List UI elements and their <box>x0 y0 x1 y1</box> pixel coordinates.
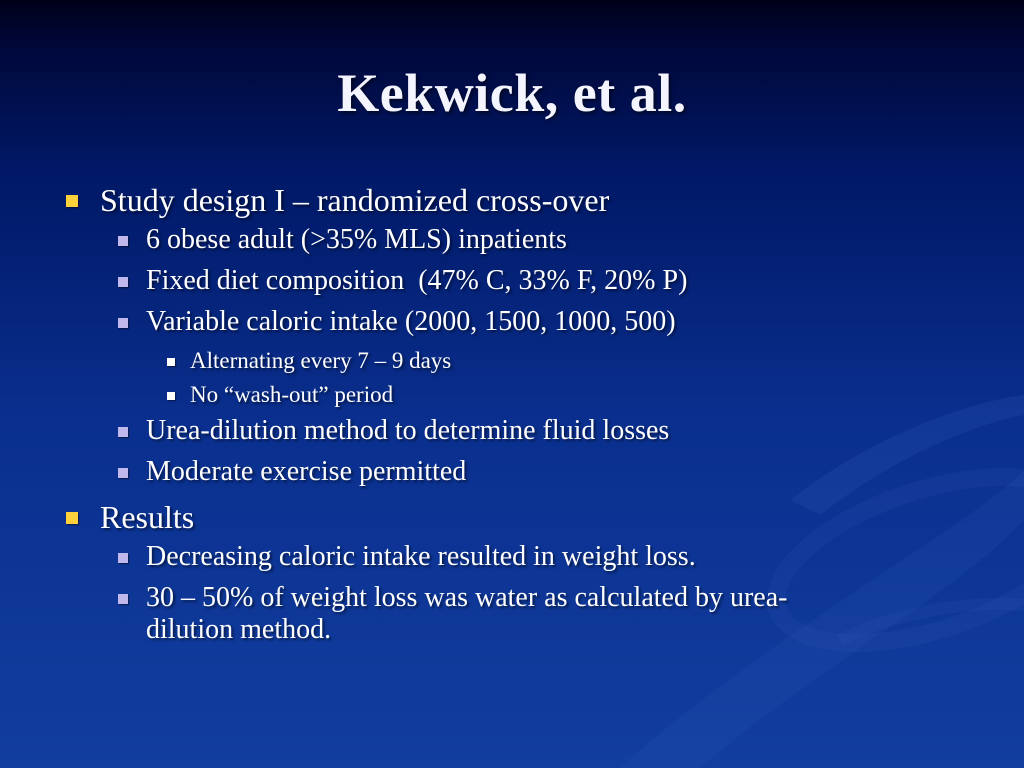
bullet-results <box>60 497 980 537</box>
bullet-text: No “wash-out” period <box>190 382 394 407</box>
bullet-diet-composition <box>60 265 980 297</box>
square-bullet-icon <box>118 553 128 563</box>
bullet-list <box>60 180 980 655</box>
square-bullet-icon <box>118 594 128 604</box>
square-bullet-icon <box>118 427 128 437</box>
bullet-text: Urea-dilution method to determine fluid losses <box>146 415 670 446</box>
bullet-text: Variable caloric intake (2000, 1500, 1000, 500) <box>146 306 676 337</box>
bullet-study-design <box>60 180 980 220</box>
bullet-alternating <box>60 347 980 375</box>
square-bullet-icon <box>118 277 128 287</box>
bullet-no-washout <box>60 381 980 409</box>
bullet-text: Moderate exercise permitted <box>146 456 467 487</box>
bullet-text: Study design I – randomized cross-over <box>100 182 610 218</box>
bullet-exercise <box>60 456 980 488</box>
slide-title: Kekwick, et al. <box>337 63 687 123</box>
bullet-text: Alternating every 7 – 9 days <box>190 348 452 373</box>
bullet-water-fraction <box>60 582 846 646</box>
bullet-text: 30 – 50% of weight loss was water as calculated by urea-dilution method. <box>146 582 788 645</box>
square-bullet-icon <box>118 236 128 246</box>
bullet-text: Decreasing caloric intake resulted in weight loss. <box>146 541 696 572</box>
square-bullet-icon <box>66 195 78 207</box>
bullet-text: Fixed diet composition (47% C, 33% F, 20% P) <box>146 265 688 296</box>
bullet-weight-loss <box>60 541 980 573</box>
bullet-text: Results <box>100 499 195 535</box>
square-bullet-icon <box>118 468 128 478</box>
square-bullet-icon <box>167 358 175 366</box>
bullet-caloric-intake <box>60 306 980 338</box>
bullet-text: 6 obese adult (>35% MLS) inpatients <box>146 224 567 255</box>
square-bullet-icon <box>167 392 175 400</box>
bullet-urea-dilution <box>60 415 980 447</box>
square-bullet-icon <box>66 512 78 524</box>
bullet-subject-count <box>60 224 980 256</box>
square-bullet-icon <box>118 318 128 328</box>
